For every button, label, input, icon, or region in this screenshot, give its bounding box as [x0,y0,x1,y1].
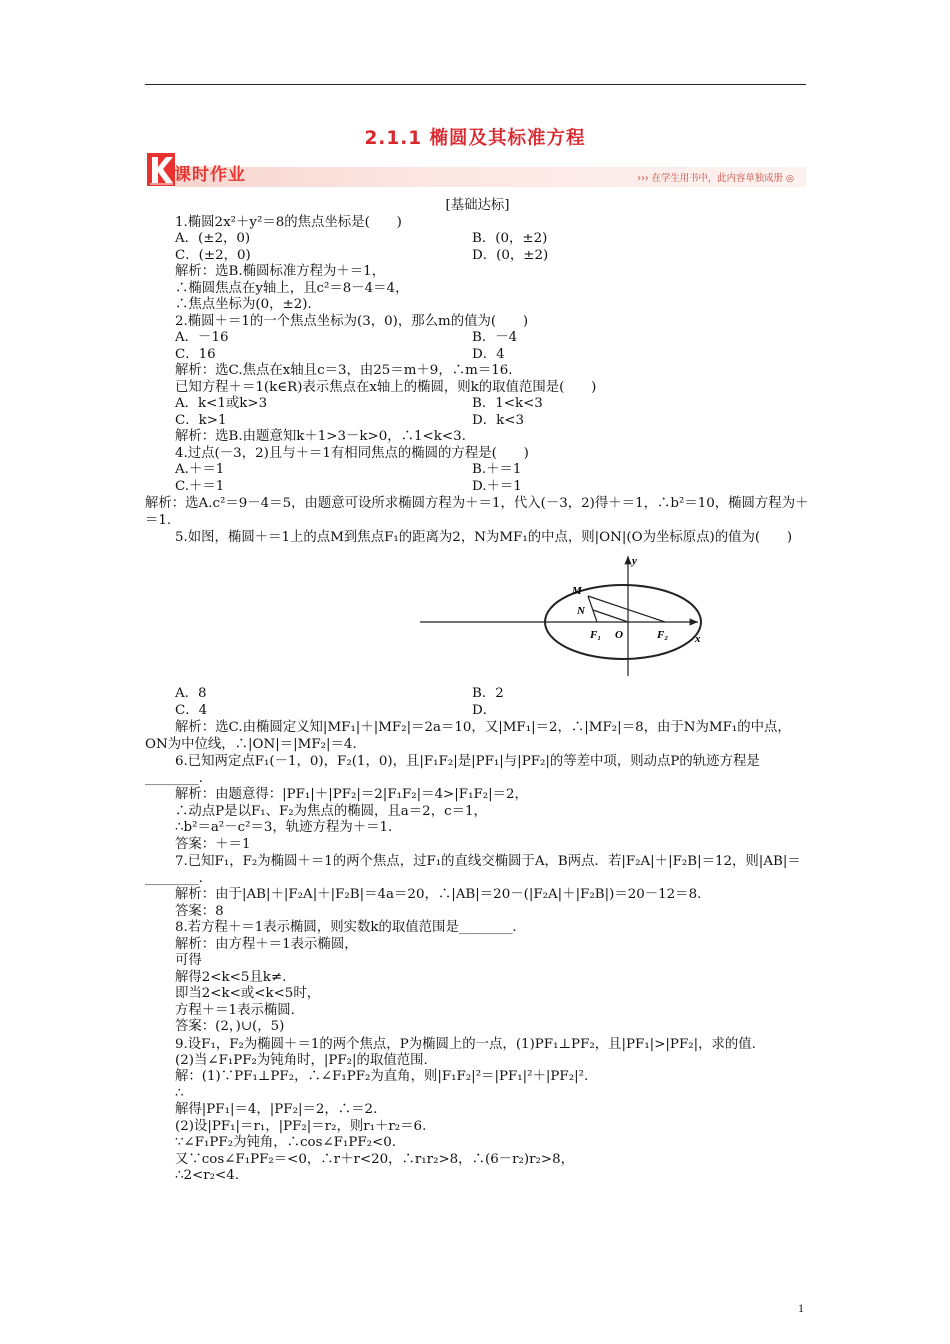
label-o: O [615,629,623,641]
header-rule [145,84,806,85]
option-c: C．k>1 [175,412,227,428]
option-b: B．(0，±2) [472,231,548,246]
answer-line: 答案：8 [175,903,224,919]
options-row [145,479,810,496]
solution-line: 解析：由于|AB|＋|F₂A|＋|F₂B|＝4a＝20，∴|AB|＝20－(|F₂A|＋|F₂B|)＝20－12＝8. [175,887,702,902]
option-a: A．k<1或k>3 [175,396,268,411]
options-row [145,347,810,364]
option-a: A.＋＝1 [175,462,225,477]
options-row [145,248,810,265]
option-c: C．4 [175,702,208,718]
page-number: 1 [798,1301,804,1315]
solution-line: ∴b²＝a²－c²＝3，轨迹方程为＋＝1. [175,820,393,835]
question-5: 5.如图，椭圆＋＝1上的点M到焦点F₁的距离为2，N为MF₁的中点，则|ON|(O为坐标原点)的值为( ) [175,530,793,545]
option-c: C.＋＝1 [175,478,225,494]
solution-line: ∴ [175,1085,184,1101]
option-b: B．－4 [472,330,518,345]
question-7: 7.已知F₁，F₂为椭圆＋＝1的两个焦点，过F₁的直线交椭圆于A，B两点．若|F₂A|＋|F₂B|＝12，则|AB|＝________. [145,854,801,886]
option-b: B．2 [472,686,504,701]
option-a: A．(±2，0) [175,231,251,246]
option-d: D．k<3 [472,412,524,428]
question-8: 8.若方程＋＝1表示椭圆，则实数k的取值范围是________. [175,920,517,935]
question-6: 6.已知两定点F₁(－1，0)，F₂(1，0)，且|F₁F₂|是|PF₁|与|PF₂|的等差中项，则动点P的轨迹方程是________. [145,754,760,786]
label-n: N [577,605,585,617]
solution-paragraph: 解析：选A.c²＝9－4＝5，由题意可设所求椭圆方程为＋＝1，代入(－3，2)得＋＝1，∴b²＝10，椭圆方程为＋＝1. [145,496,809,528]
option-b: B．1<k<3 [472,396,543,411]
question-2: 2.椭圆＋＝1的一个焦点坐标为(3，0)，那么m的值为( ) [175,313,529,329]
section-heading: [基础达标] [445,198,510,213]
option-d: D．(0，±2) [472,247,549,263]
answer-line: 答案：(2，)∪(，5) [175,1019,285,1034]
solution-line: 可得 [175,953,202,968]
option-d: D.＋＝1 [472,478,522,494]
question-1: 1.椭圆2x²＋y²＝8的焦点坐标是( ) [175,214,402,230]
solution-line: 方程＋＝1表示椭圆. [175,1002,295,1018]
question-9-part-2: (2)当∠F₁PF₂为钝角时，|PF₂|的取值范围. [175,1052,428,1068]
solution-line: ∴焦点坐标为(0，±2)． [175,297,321,312]
solution-line: ∴2<r₂<4. [175,1168,240,1183]
label-m: M [572,585,582,597]
solution-line: 解析：选B.椭圆标准方程为＋＝1， [175,264,386,279]
options-row [145,703,810,720]
options-row [145,330,810,347]
question-4: 4.过点(－3，2)且与＋＝1有相同焦点的椭圆的方程是( ) [175,445,529,461]
option-d: D．4 [472,346,505,362]
segment-mf1 [588,596,597,622]
option-b: B.＋＝1 [472,462,522,477]
banner-badge-text: 课时作业 [174,165,246,185]
label-f2: F₂ [657,629,669,641]
question-3: 已知方程＋＝1(k∈R)表示焦点在x轴上的椭圆，则k的取值范围是( ) [175,379,597,395]
solution-line: 解：(1)∵PF₁⊥PF₂，∴∠F₁PF₂为直角，则|F₁F₂|²＝|PF₁|²＋|PF₂|². [175,1069,589,1084]
options-row [145,231,810,248]
ellipse-figure [145,552,810,682]
ellipse-diagram [400,552,710,680]
solution-line: 解得2<k<5且k≠. [175,969,287,985]
solution-line: 解得|PF₁|＝4，|PF₂|＝2，∴＝2. [175,1102,378,1117]
solution-line: 解析：选C.焦点在x轴且c＝3，由25＝m＋9，∴m＝16. [175,363,513,378]
solution-line: 又∵cos∠F₁PF₂＝<0，∴r＋r<20，∴r₁r₂>8，∴(6－r₂)r₂>8， [175,1151,574,1167]
label-f1: F₁ [590,629,602,641]
option-d: D． [472,702,497,718]
option-c: C．16 [175,346,216,362]
homework-banner [147,153,806,187]
exercise-content [145,198,810,1185]
k-logo-icon [147,153,175,186]
answer-line: 答案：＋＝1 [175,836,251,852]
solution-line: ∴椭圆焦点在y轴上，且c²＝8－4＝4， [175,280,409,296]
label-x: x [695,633,701,645]
solution-line: (2)设|PF₁|＝r₁，|PF₂|＝r₂，则r₁＋r₂＝6. [175,1118,427,1134]
banner-note: ››› 在学生用书中，此内容单独成册 ◎ [637,173,794,184]
segment-mf2 [588,596,665,622]
solution-line: 解析：由方程＋＝1表示椭圆， [175,936,358,952]
segment-on [593,610,628,622]
option-a: A．8 [175,686,207,701]
question-9: 9.设F₁，F₂为椭圆＋＝1的两个焦点，P为椭圆上的一点，(1)PF₁⊥PF₂，且|PF₁|>|PF₂|，求的值. [175,1036,756,1052]
solution-paragraph: 解析：选C.由椭圆定义知|MF₁|＋|MF₂|＝2a＝10，又|MF₁|＝2，∴|MF₂|＝8，由于N为MF₁的中点，ON为中位线，∴|ON|＝|MF₂|＝4. [145,720,791,752]
solution-line: 解析：选B.由题意知k＋1>3－k>0，∴1<k<3. [175,429,466,444]
solution-line: 即当2<k<或<k<5时， [175,986,321,1001]
page-title: 2.1.1 椭圆及其标准方程 [364,128,586,149]
label-y: y [632,555,637,567]
options-row [145,413,810,430]
options-row [145,462,810,479]
options-row [145,396,810,413]
solution-line: ∴动点P是以F₁、F₂为焦点的椭圆，且a＝2，c＝1， [175,803,487,819]
options-row [145,686,810,703]
solution-line: 解析：由题意得：|PF₁|＋|PF₂|＝2|F₁F₂|＝4>|F₁F₂|＝2， [175,787,528,802]
option-c: C．(±2，0) [175,247,251,263]
option-a: A．－16 [175,330,229,345]
solution-line: ∵∠F₁PF₂为钝角，∴cos∠F₁PF₂<0. [175,1135,396,1150]
